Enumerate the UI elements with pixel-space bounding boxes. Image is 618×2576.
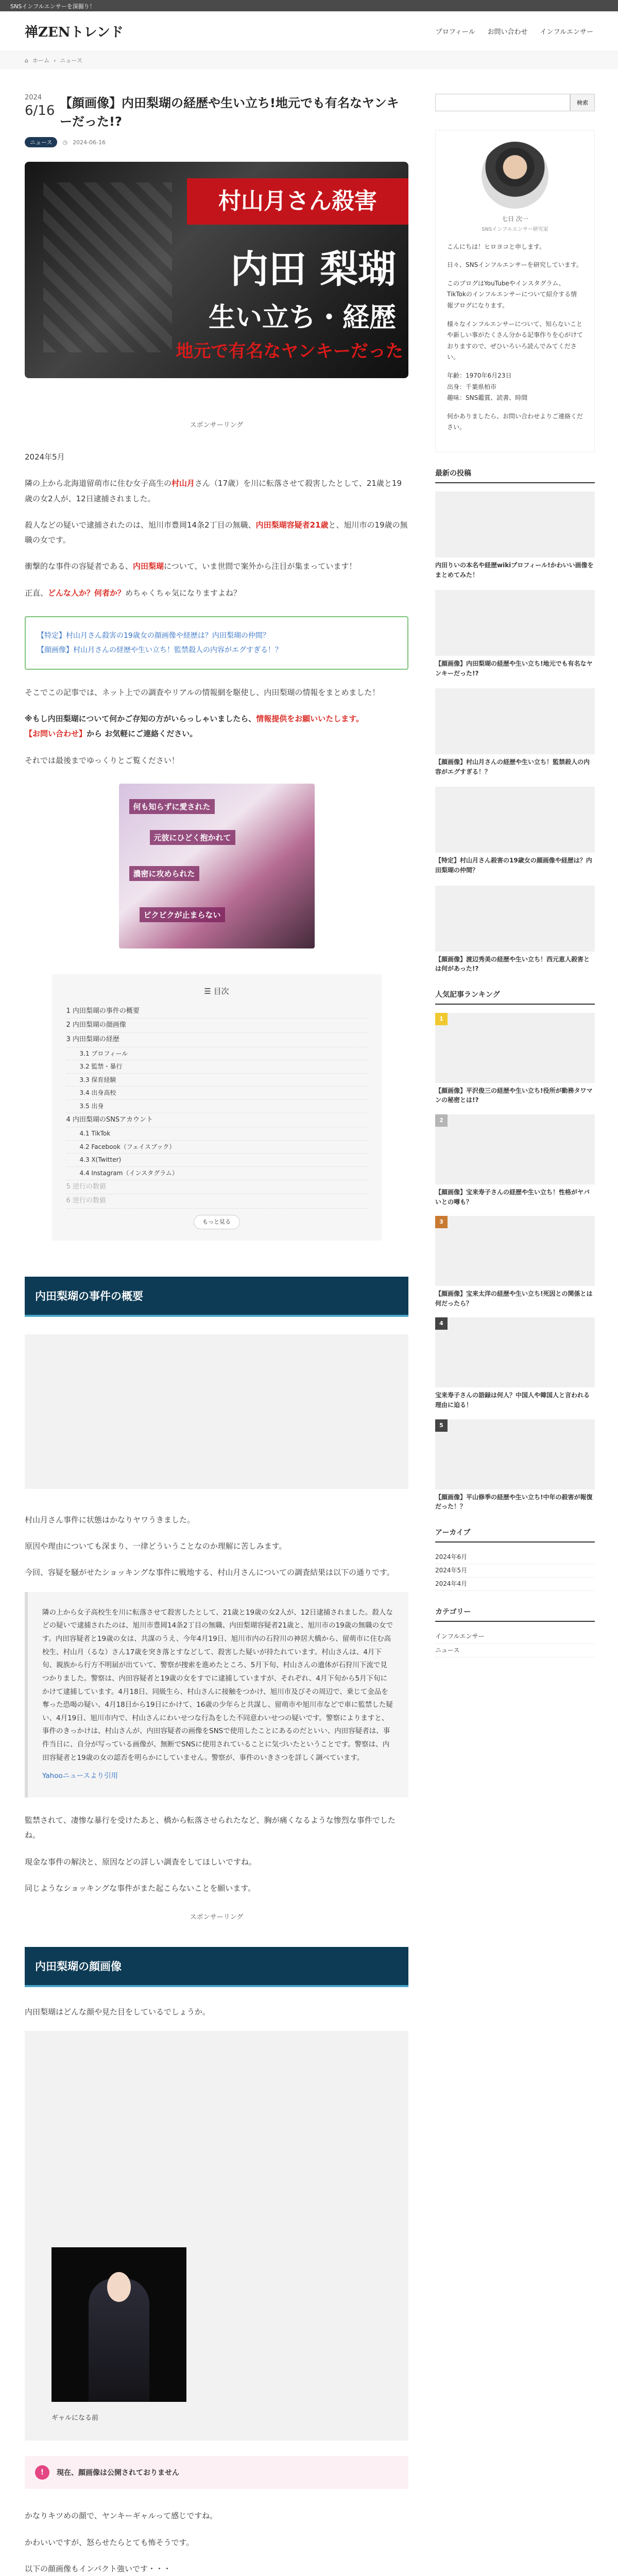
quote-text: 隣の上から女子高校生を川に転落させて殺害したとして、21歳と19歳の女2人が、12日逮捕されました。殺人などの疑いで逮捕されたのは、旭川市豊岡14条2丁目の無職、内田梨瑚容疑者21歳と、旭川市の19歳の無職の女です。内田容疑者と19歳の女は、共謀のうえ、今年4月19日、旭川市内の石狩川の神居大橋から、留萌市に住む高校生、村山月（るな）さん17歳を突き落とすなどして、殺害した疑いが持たれています。村山さんは、4月下旬、親族から行方不明届が出ていて、警察が捜索を進めたところ、5月下旬、村山さんの遺体が石狩川下流で見つかりました。警察は、内田容疑者と19歳の女をすでに逮捕していますが、それぞれ、4月下旬から5月下旬にかけて逮捕しています。4月18日、同級生ら、村山さんに接触をつかけ、旭川市及びその周辺で、乗じて金品を奪った恐喝の疑い、4月18日から19日にかけて、16歳の少年らと共謀し、留萌市や旭川市などで車に監禁した疑い、4月19日、旭川市内で、村山さんにわいせつな行為をした不同意わいせつの疑いです。警察によりますと、事件のきっかけは、村山さんが、内田容疑者の画像をSNSで使用したことにあるのだといい、内田容疑者は、事件当日に、自分が写っている画像が、無断でSNSに使用されていることに気づいたということです。警察は、内田容疑者と19歳の女の認否を明らかにしていません。警察が、事件のいきさつを詳しく調べています。 [42, 1608, 393, 1762]
search-button[interactable]: 検索 [570, 94, 595, 111]
profile-text: 何かありましたら、お問い合わせよりご連絡ください。 [447, 412, 583, 431]
table-of-contents [52, 974, 382, 1241]
toc-item[interactable]: 3.1 プロフィール [66, 1047, 367, 1061]
article-meta [25, 137, 408, 147]
paragraph: 以下の顔画像もインパクト強いです・・・ [25, 2564, 171, 2573]
toc-item[interactable]: 3.4 出身高校 [66, 1087, 367, 1100]
section-heading: 内田梨瑚の顔画像 [25, 1947, 408, 1987]
profile-role: SNSインフルエンサー研究家 [482, 226, 548, 232]
category-link[interactable]: ニュース [435, 1644, 595, 1657]
profile-name: 七日 次一 [502, 215, 528, 223]
breadcrumb-separator: › [53, 57, 56, 64]
ranking-title[interactable]: 宝来寿子さんの語録は何人？中国人や韓国人と言われる理由に迫る！ [435, 1392, 590, 1409]
category-link[interactable]: インフルエンサー [435, 1630, 595, 1643]
post-thumbnail[interactable] [435, 787, 595, 853]
person-face [107, 2272, 131, 2302]
ranking-title[interactable]: 【顔画像】平沢俊三の経歴や生い立ち!役所が勤務タワマンの秘密とは!? [435, 1087, 593, 1104]
paragraph: 村山月さん事件に状態はかなりヤワうきました。 [25, 1515, 195, 1524]
ranking-item[interactable] [435, 1216, 595, 1308]
face-photo [52, 2247, 186, 2402]
search-form [435, 94, 595, 111]
toc-item[interactable]: 4.4 Instagram（インスタグラム） [66, 1167, 367, 1180]
sidebar [435, 94, 595, 2576]
paragraph: 今回、容疑を騒がせたショッキングな事件に戦地する、村山月さんについての調査結果は以下の通りです。 [25, 1568, 394, 1578]
toc-item[interactable]: 2 内田梨瑚の顔画像 [66, 1019, 367, 1033]
rank-badge: 3 [435, 1216, 448, 1228]
ad-line: ビクビクが止まらない [140, 907, 225, 922]
paragraph: 衝撃的な事件の容疑者である、内田梨瑚について、いま世間で案外から注目が集まっています！ [25, 562, 357, 571]
rank-badge: 5 [435, 1419, 448, 1432]
toc-item[interactable]: 4.1 TikTok [66, 1127, 367, 1141]
article-title: 【顔画像】内田梨瑚の経歴や生い立ち!地元でも有名なヤンキーだった!? [60, 96, 399, 129]
post-date [25, 94, 55, 120]
post-title[interactable]: 【顔画像】内田梨瑚の経歴や生い立ち!地元でも有名なヤンキーだった!? [435, 660, 593, 677]
quote-source-link[interactable]: Yahooニュースより引用 [42, 1772, 118, 1781]
ad-line: 元彼にひどく抱かれて [150, 830, 235, 845]
toc-item[interactable]: 3.3 保育経験 [66, 1074, 367, 1087]
article-body [25, 450, 408, 2576]
post-thumbnail[interactable] [435, 886, 595, 952]
rank-badge: 2 [435, 1114, 448, 1127]
clock-icon: ◷ [62, 139, 68, 146]
recent-posts-heading: 最新の投稿 [435, 468, 595, 483]
paragraph: 隣の上から北海道留萌市に住む女子高生の村山月さん（17歳）を川に転落させて殺害したとして、21歳と19歳の女2人が、12日逮捕されました。 [25, 479, 402, 503]
site-header [0, 11, 618, 52]
article [25, 94, 408, 2576]
paragraph: かなりキツめの顔で、ヤンキーギャルって感じですね。 [25, 2511, 218, 2521]
paragraph: そこでこの記事では、ネット上での調査やリアルの情報網を駆使し、内田梨瑚の情報をまとめました！ [25, 687, 380, 697]
toc-list [66, 1005, 367, 1209]
ranking-item[interactable] [435, 1317, 595, 1410]
paragraph: ※もし内田梨瑚について何かご存知の方がいらっしゃいましたら、情報提供をお願いいたします。 【お問い合わせ】から お気軽にご連絡ください。 [25, 714, 364, 739]
profile-text: 様々なインフルエンサーについて、知らないことや新しい事がたくさん分かる記事作りを心がけておりますので、ぜひいろいろ読んでみてください。 [447, 320, 583, 361]
paragraph: 正直、どんな人か？何者か？めちゃくちゃ気になりますよね？ [25, 588, 242, 598]
eyecatch-subtitle: 生い立ち・経歴 [208, 302, 396, 333]
ranking-item[interactable] [435, 1419, 595, 1512]
archive-link[interactable]: 2024年5月 [435, 1564, 595, 1578]
profile-text: 年齢：1970年6月23日 出身：千葉県柏市 趣味：SNS鑑賞、読書、時間 [447, 371, 528, 402]
paragraph: 原因や理由についても深まり、一律どういうことなのか理解に苦しみます。 [25, 1541, 287, 1551]
photo-caption: ギャルになる前 [52, 2414, 99, 2422]
paragraph: それでは最後までゆっくりとご覧ください！ [25, 755, 179, 765]
avatar [482, 142, 548, 209]
profile-text: こんにちは！ヒロヨコと申します。 [447, 243, 546, 250]
toc-item[interactable]: 4.3 X(Twitter) [66, 1154, 367, 1167]
eyecatch-image [25, 162, 408, 378]
recent-post[interactable] [435, 590, 595, 678]
ranking-title[interactable]: 【顔画像】平山修季の経歴や生い立ち!中年の殺害が報復だった！？ [435, 1493, 593, 1511]
post-thumbnail[interactable] [435, 688, 595, 754]
recent-post[interactable] [435, 886, 595, 974]
toc-item[interactable]: 3 内田梨瑚の経歴 [66, 1033, 367, 1047]
breadcrumb-home[interactable]: ホーム [32, 57, 49, 64]
ad-line: 何も知らずに愛された [129, 799, 215, 814]
recent-post[interactable] [435, 688, 595, 776]
archive-link[interactable]: 2024年4月 [435, 1578, 595, 1591]
toc-item[interactable]: 3.2 監禁・暴行 [66, 1060, 367, 1074]
profile-text: 日々、SNSインフルエンサーを研究しています。 [447, 261, 582, 269]
toc-item[interactable]: 5 逆行の数値 [66, 1180, 367, 1195]
paragraph: 監禁されて、凄惨な暴行を受けたあと、橋から転落させられたなど、胸が痛くなるような惨烈な事件でしたね。 [25, 1816, 396, 1840]
archive-heading: アーカイブ [435, 1527, 595, 1543]
category-list [435, 1630, 595, 1657]
paragraph: 殺人などの疑いで逮捕されたのは、旭川市豊岡14条2丁目の無職、内田梨瑚容疑者21歳と、旭川市の19歳の無職の女です。 [25, 520, 408, 545]
toc-title: ☰ 目次 [204, 986, 229, 996]
recent-post[interactable] [435, 492, 595, 580]
ranking-thumbnail[interactable] [435, 1216, 595, 1286]
nav-contact[interactable]: お問い合わせ [487, 28, 528, 36]
notice-box [25, 2456, 408, 2489]
ranking-thumbnail[interactable] [435, 1317, 595, 1387]
post-title[interactable]: 内田りいの本名や経歴wikiプロフィール!かわいい画像をまとめてみた！ [435, 561, 594, 579]
toc-item[interactable]: 6 逆行の数値 [66, 1194, 367, 1209]
post-thumbnail[interactable] [435, 590, 595, 656]
paragraph: 同じようなショッキングな事件がまた起こらないことを願います。 [25, 1883, 256, 1893]
eyecatch-texture [43, 182, 172, 352]
toc-item[interactable]: 4.2 Facebook（フェイスブック） [66, 1141, 367, 1154]
ad-line: 濃密に攻められた [129, 866, 199, 881]
post-year: 2024 [25, 94, 42, 101]
nav-profile[interactable]: プロフィール [435, 28, 475, 36]
rank-badge: 4 [435, 1317, 448, 1330]
paragraph: 内田梨瑚はどんな顔や見た目をしているでしょうか。 [25, 2007, 210, 2017]
eyecatch-banner: 村山月さん殺害 [187, 178, 408, 225]
section-heading: 内田梨瑚の事件の概要 [25, 1277, 408, 1317]
toc-item[interactable]: 1 内田梨瑚の事件の概要 [66, 1005, 367, 1019]
top-notice-bar [0, 0, 618, 11]
recent-post[interactable] [435, 787, 595, 875]
profile-text: このブログはYouTubeやインスタグラム、TikTokのインフルエンサーについて紹介する情報ブログになります。 [447, 279, 577, 309]
toc-item[interactable]: 3.5 出身 [66, 1100, 367, 1113]
sponsor-label: スポンサーリング [190, 1913, 244, 1922]
post-title[interactable]: 【特定】村山月さん殺害の19歳女の顔画像や経歴は？内田梨瑚の仲間？ [435, 857, 592, 874]
news-quote [25, 1592, 408, 1798]
alert-icon: ! [35, 2465, 49, 2480]
related-links-box [25, 616, 408, 670]
nav-influencer[interactable]: インフルエンサー [540, 28, 593, 36]
archive-link[interactable]: 2024年6月 [435, 1551, 595, 1564]
paragraph: かわいいですが、怒らせたらとても怖そうです。 [25, 2537, 194, 2547]
archive-list [435, 1551, 595, 1591]
ad-banner[interactable] [119, 784, 315, 948]
category-heading: カテゴリー [435, 1606, 595, 1622]
post-title[interactable]: 【顔画像】村山月さんの経歴や生い立ち！監禁殺人の内容がエグすぎる！？ [435, 758, 590, 775]
ad-placeholder [25, 1334, 408, 1489]
eyecatch-tagline: 地元で有名なヤンキーだった [176, 341, 403, 362]
breadcrumb-category[interactable]: ニュース [60, 57, 82, 64]
rank-badge: 1 [435, 1013, 448, 1025]
notice-text: 現在、顔画像は公開されておりません [57, 2469, 179, 2478]
related-link[interactable]: 【特定】村山月さん殺害の19歳女の顔画像や経歴は？内田梨瑚の仲間？ [37, 631, 270, 640]
ranking-thumbnail[interactable] [435, 1013, 595, 1083]
ranking-thumbnail[interactable] [435, 1419, 595, 1489]
sponsor-label: スポンサーリング [190, 421, 244, 429]
top-notice-text: SNSインフルエンサーを深掘り！ [10, 3, 95, 10]
search-input[interactable] [435, 94, 570, 111]
updated-date: 2024-06-16 [73, 139, 106, 146]
related-link[interactable]: 【顔画像】村山月さんの経歴や生い立ち！監禁殺人の内容がエグすぎる！？ [37, 646, 282, 654]
breadcrumb [0, 52, 618, 69]
ranking-title[interactable]: 【顔画像】宝来太洋の経歴や生い立ち!死因との関係とは何だったら？ [435, 1290, 593, 1307]
ranking-item[interactable] [435, 1114, 595, 1207]
ranking-title[interactable]: 【顔画像】宝来寿子さんの経歴や生い立ち！性格がヤバいとの噂も？ [435, 1189, 590, 1206]
toc-item[interactable]: 4 内田梨瑚のSNSアカウント [66, 1113, 367, 1128]
ranking-item[interactable] [435, 1013, 595, 1105]
site-logo[interactable]: 禅ZENトレンド [25, 25, 124, 40]
ranking-thumbnail[interactable] [435, 1114, 595, 1184]
paragraph: 2024年5月 [25, 452, 65, 462]
ranking-heading: 人気記事ランキング [435, 989, 595, 1005]
post-day: 6/16 [25, 103, 55, 118]
post-thumbnail[interactable] [435, 492, 595, 557]
post-title[interactable]: 【顔画像】渡辺秀美の経歴や生い立ち！西元恵人殺害とは何があった!? [435, 955, 590, 973]
profile-widget [435, 130, 595, 452]
global-nav [436, 26, 593, 36]
photo-area [25, 2031, 408, 2441]
toc-more-button[interactable]: もっと見る [194, 1215, 240, 1229]
home-icon: ⌂ [25, 57, 28, 64]
category-badge[interactable]: ニュース [25, 137, 57, 147]
paragraph: 現金な事件の解決と、原因などの詳しい調査をしてほしいですね。 [25, 1857, 257, 1867]
eyecatch-name: 内田 梨瑚 [230, 247, 396, 292]
